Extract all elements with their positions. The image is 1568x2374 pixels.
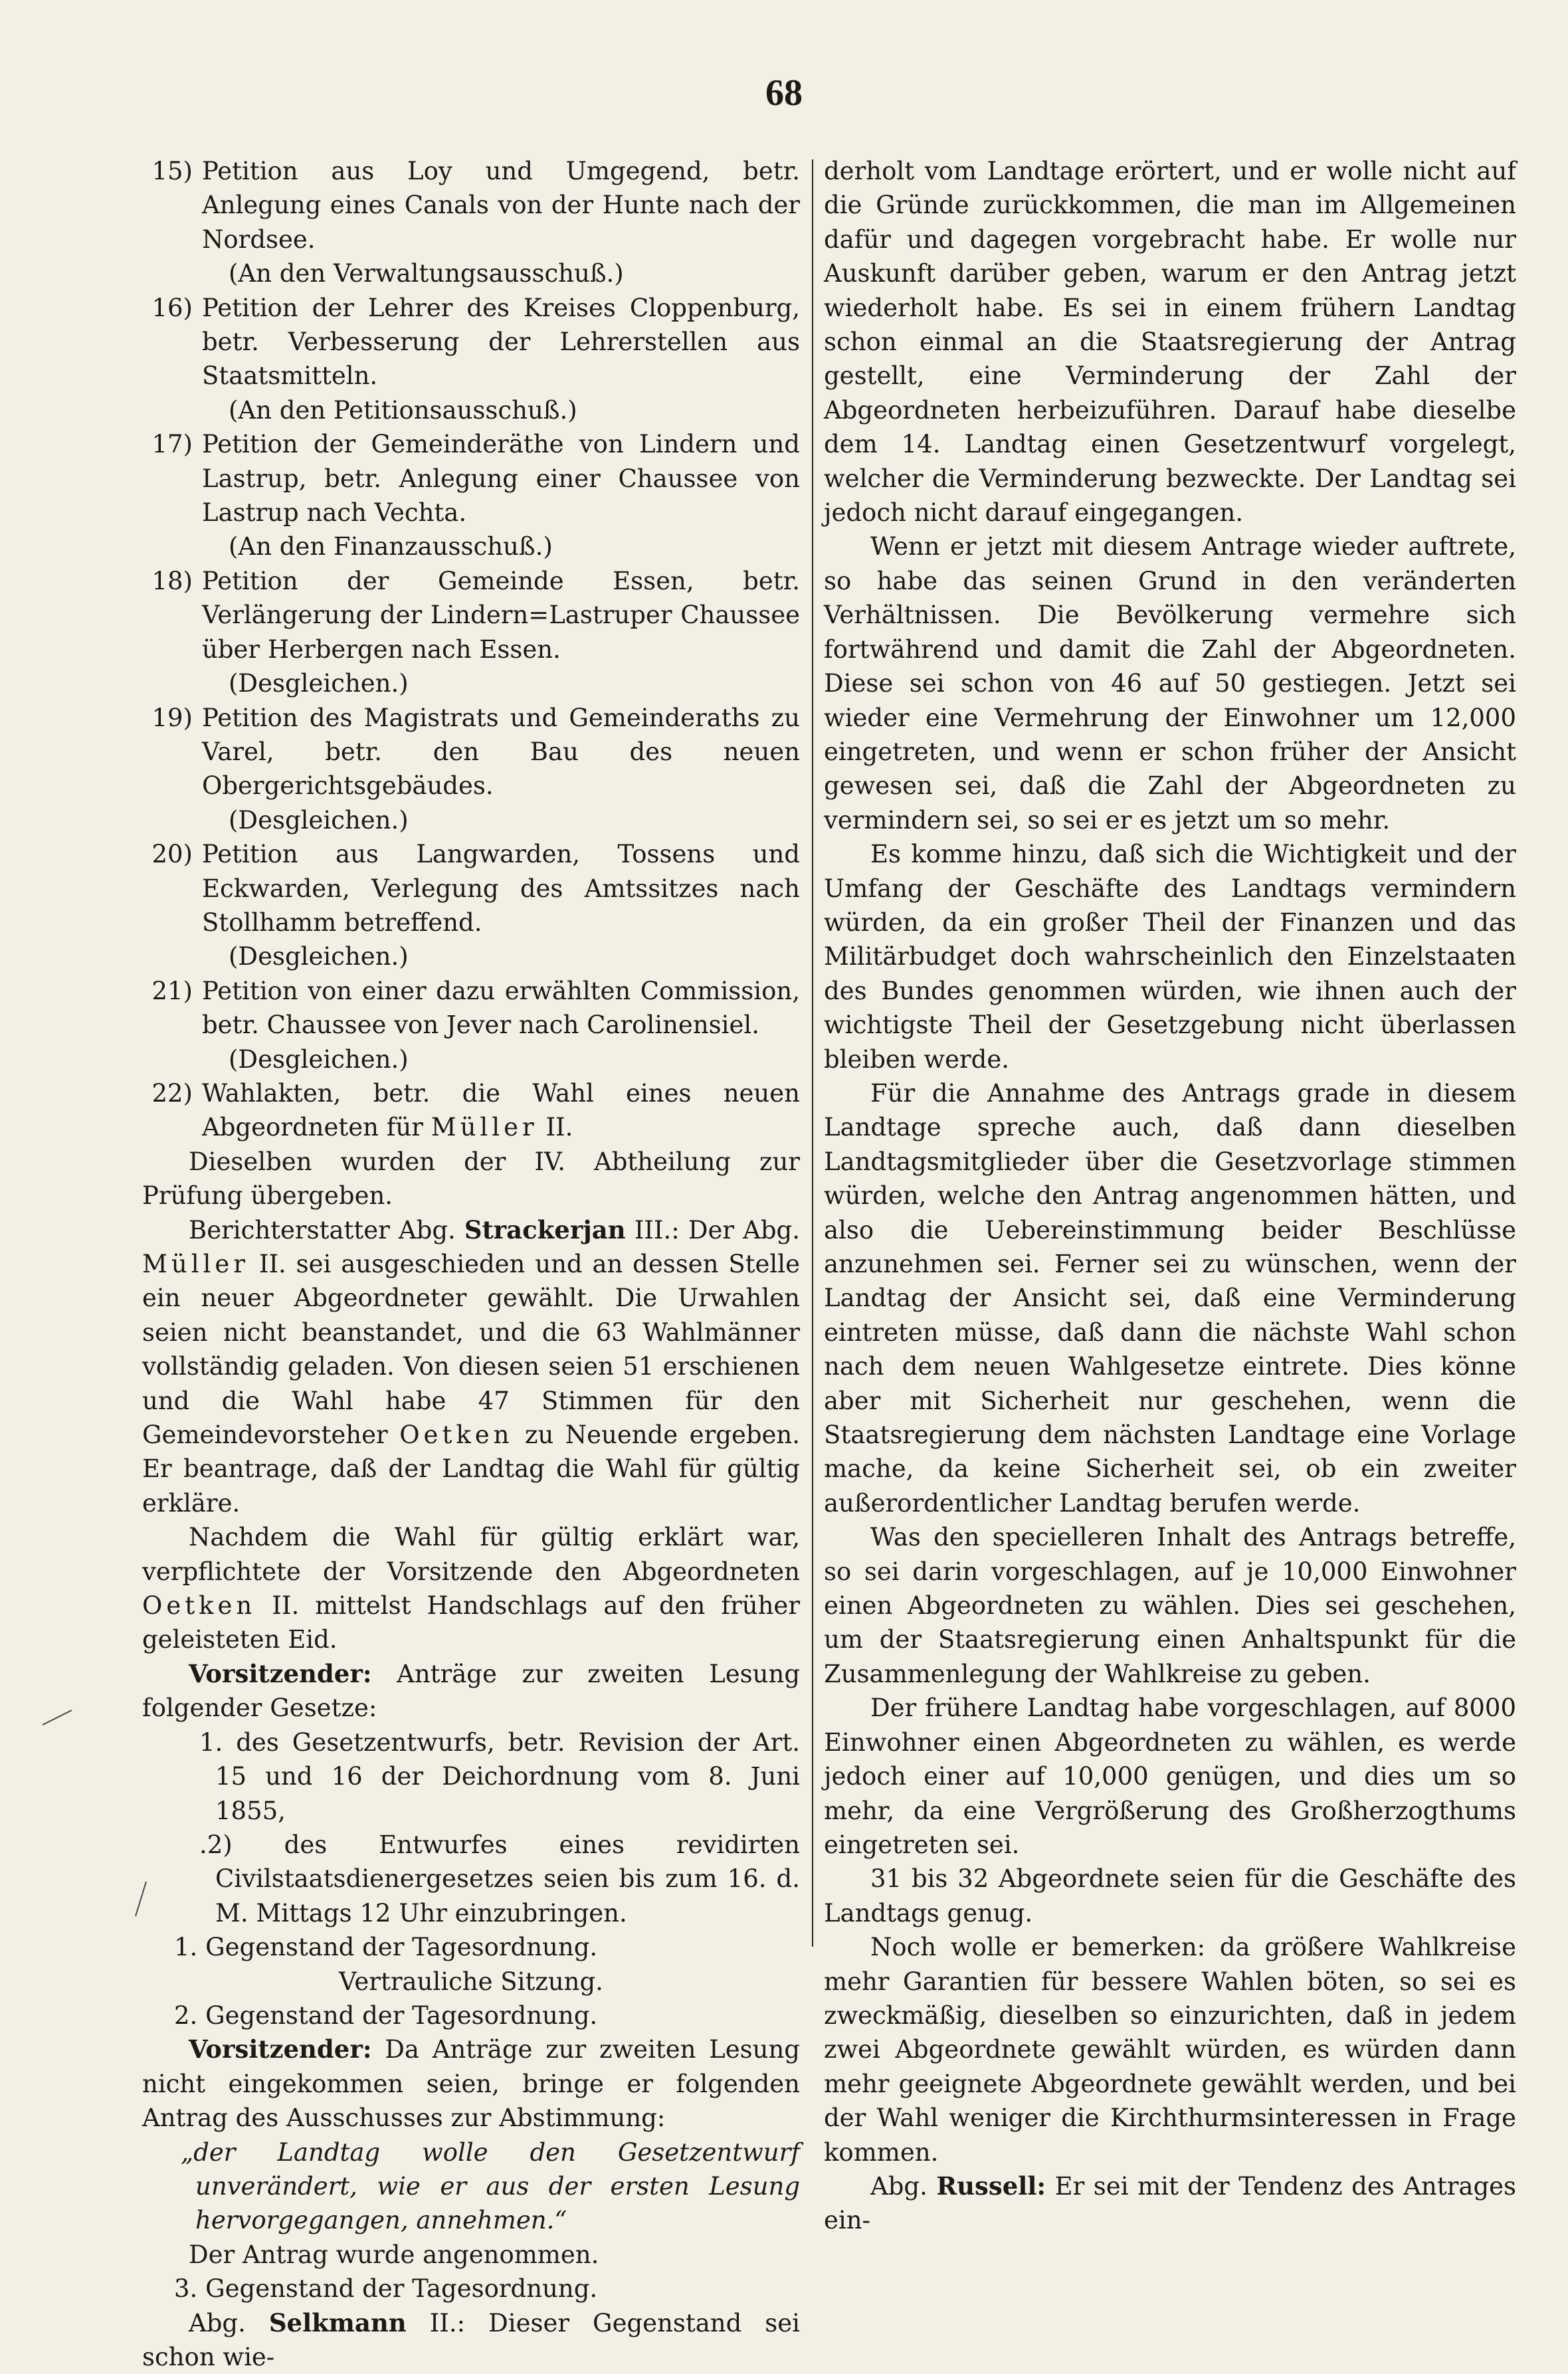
item-referral: (Desgleichen.) [229, 805, 409, 835]
item-text: Petition des Magistrats und Gemeinderaths zu Varel, betr. den Bau des neuen Obergerichtsgebäudes. [202, 703, 800, 801]
item-number: 17) [151, 430, 193, 459]
person-name: Oetken [142, 1591, 256, 1621]
item-number: 15) [151, 157, 193, 185]
petition-item [142, 974, 800, 1042]
item-text-part: Wahlakten, betr. die Wahl eines neuen Abgeordneten für [202, 1078, 800, 1142]
right-column [824, 154, 1517, 2235]
petition-item [142, 837, 800, 940]
paragraph: 31 bis 32 Abgeordnete seien für die Geschäfte des Landtags genug. [824, 1864, 1516, 1928]
item-text: Petition der Gemeinderäthe von Lindern und Lastrup, betr. Anlegung einer Chaussee von Lastrup nach Vechta. [202, 430, 800, 528]
agenda-heading: 2. Gegenstand der Tagesordnung. [174, 2001, 598, 2030]
text-part: II.: Dieser Gegenstand sei schon wie- [142, 2308, 800, 2371]
item-text [202, 1076, 800, 1145]
paragraph: Es komme hinzu, daß sich die Wichtigkeit und der Umfang der Geschäfte des Landtags vermindern würden, da ein großer Theil der Finanzen und das Militärbudget doch wahrscheinlich den Einzelstaaten des Bundes genommen würden, wie ihnen auch der wichtigste Theil der Gesetzgebung nicht überlassen bleiben werde. [824, 840, 1516, 1074]
person-name: Müller [142, 1250, 249, 1278]
item-referral: (Desgleichen.) [229, 669, 409, 698]
paragraph [142, 2032, 800, 2135]
text-part: Nachdem die Wahl für gültig erklärt war, verpflichtete der Vorsitzende den Abgeordneten [142, 1523, 800, 1586]
paragraph [142, 2306, 800, 2374]
paragraph: Der Antrag wurde angenommen. [189, 2240, 599, 2269]
speaker-name: Vorsitzender: [189, 2034, 372, 2064]
paragraph: derholt vom Landtage erörtert, und er wolle nicht auf die Gründe zurückkommen, die man im Allgemeinen dafür und dagegen vorgebracht habe. Er wolle nur Auskunft darüber geben, warum er den Antrag jetzt wiederholt habe. Es sei in einem frühern Landtag schon einmal an die Staatsregierung der Antrag gestellt, eine Verminderung der Zahl der Abgeordneten herbeizuführen. Darauf habe dieselbe dem 14. Landtag einen Gesetzentwurf vorgelegt, welcher die Verminderung bezweckte. Der Landtag sei jedoch nicht darauf eingegangen. [824, 157, 1516, 528]
paragraph [824, 2169, 1516, 2238]
pencil-mark-icon [41, 1708, 74, 1728]
speaker-name: Strackerjan [464, 1215, 626, 1244]
paragraph [142, 1213, 800, 1521]
petition-item [142, 564, 800, 666]
petition-item [142, 701, 800, 803]
text-part: Abg. [870, 2171, 928, 2201]
text-part: Da Anträge zur zweiten Lesung nicht eingekommen seien, bringe er folgenden Antrag des Ausschusses zur Abstimmung: [142, 2035, 800, 2133]
petition-item [142, 154, 800, 256]
person-name: Oetken [399, 1421, 514, 1450]
speaker-name: Russell: [936, 2171, 1046, 2201]
item-referral: (Desgleichen.) [229, 942, 409, 971]
item-text: Petition der Lehrer des Kreises Cloppenburg, betr. Verbesserung der Lehrerstellen aus Staatsmitteln. [202, 293, 800, 391]
item-text: Petition von einer dazu erwählten Commission, betr. Chaussee von Jever nach Carolinensiel. [202, 976, 800, 1040]
paragraph: Für die Annahme des Antrags grade in diesem Landtage spreche auch, daß dann dieselben Landtagsmitglieder über die Gesetzvorlage stimmen würden, welche den Antrag angenommen hätten, und also die Uebereinstimmung beider Beschlüsse anzunehmen sei. Ferner sei zu wünschen, wenn der Landtag der Ansicht sei, daß eine Verminderung eintreten müsse, daß dann die nächste Wahl schon nach dem neuen Wahlgesetze eintrete. Dies könne aber mit Sicherheit nur geschehen, wenn die Staatsregierung dem nächsten Landtage eine Vorlage mache, da keine Sicherheit sei, ob ein zweiter außerordentlicher Landtag berufen werde. [824, 1078, 1516, 1518]
petition-item [142, 1076, 800, 1145]
text-part: Berichterstatter Abg. [189, 1215, 456, 1244]
speaker-name: Selkmann [268, 2308, 407, 2337]
item-text-part: II. [545, 1113, 573, 1142]
item-referral: (An den Petitionsausschuß.) [229, 395, 577, 425]
petition-item [142, 291, 800, 393]
paragraph: Dieselben wurden der IV. Abtheilung zur Prüfung übergeben. [142, 1147, 800, 1211]
paragraph [142, 1657, 800, 1726]
item-referral: (Desgleichen.) [229, 1044, 409, 1074]
text-part: Er sei mit der Tendenz des Antrages ein- [824, 2171, 1517, 2235]
person-name: Müller [431, 1113, 538, 1142]
text-part: zu Neuende ergeben. Er beantrage, daß der Landtag die Wahl für gültig erkläre. [142, 1421, 801, 1518]
agenda-heading: 1. Gegenstand der Tagesordnung. [174, 1933, 598, 1962]
page-number: 68 [765, 72, 803, 114]
item-number: 18) [151, 566, 193, 595]
text-part: III.: Der Abg. [634, 1215, 801, 1244]
item-text: Petition der Gemeinde Essen, betr. Verlängerung der Lindern=Lastruper Chaussee über Herbergen nach Essen. [202, 566, 800, 664]
item-number: 22) [151, 1078, 193, 1108]
item-text: Petition aus Langwarden, Tossens und Eckwarden, Verlegung des Amtssitzes nach Stollhamm betreffend. [202, 840, 800, 937]
text-part: Anträge zur zweiten Lesung folgender Gesetze: [142, 1659, 801, 1723]
paragraph: Was den specielleren Inhalt des Antrags betreffe, so sei darin vorgeschlagen, auf je 10,000 Einwohner einen Abgeordneten zu wählen. Dies sei geschehen, um der Staatsregierung einen Anhaltspunkt für die Zusammenlegung der Wahlkreise zu geben. [824, 1523, 1516, 1688]
law-item: 1. des Gesetzentwurfs, betr. Revision der Art. 15 und 16 der Deichordnung vom 8. Juni 1855, [199, 1728, 800, 1825]
law-item: .2) des Entwurfes eines revidirten Civilstaatsdienergesetzes seien bis zum 16. d. M. Mittags 12 Uhr einzubringen. [199, 1830, 800, 1928]
column-divider [812, 159, 813, 1947]
text-part: II. mittelst Handschlags auf den früher geleisteten Eid. [142, 1591, 801, 1654]
item-text: Petition aus Loy und Umgegend, betr. Anlegung eines Canals von der Hunte nach der Nordsee. [202, 157, 800, 254]
session-heading: Vertrauliche Sitzung. [339, 1967, 603, 1996]
motion-quote: „der Landtag wolle den Gesetzentwurf unverändert, wie er aus der ersten Lesung hervorgegangen, annehmen.“ [181, 2137, 800, 2235]
petition-item [142, 427, 800, 530]
paragraph: Noch wolle er bemerken: da größere Wahlkreise mehr Garantien für bessere Wahlen böten, so sei es zweckmäßig, dieselben so einzurichten, daß in jedem zwei Abgeordnete gewählt würden, es würden dann mehr geeignete Abgeordnete gewählt werden, und bei der Wahl weniger die Kirchthurmsinteressen in Frage kommen. [824, 1933, 1516, 2167]
paragraph: Wenn er jetzt mit diesem Antrage wieder auftrete, so habe das seinen Grund in den veränderten Verhältnissen. Die Bevölkerung vermehre sich fortwährend und damit die Zahl der Abgeordneten. Diese sei schon von 46 auf 50 gestiegen. Jetzt sei wieder eine Vermehrung der Einwohner um 12,000 eingetreten, und wenn er schon früher der Ansicht gewesen sei, daß die Zahl der Abgeordneten zu vermindern sei, so sei er es jetzt um so mehr. [824, 532, 1516, 835]
item-referral: (An den Finanzausschuß.) [229, 532, 553, 561]
item-referral: (An den Verwaltungsausschuß.) [229, 259, 624, 288]
speaker-name: Vorsitzender: [189, 1658, 372, 1688]
left-column [142, 154, 801, 2371]
item-number: 21) [151, 976, 193, 1005]
item-number: 19) [151, 703, 193, 732]
text-part: II. sei ausgeschieden und an dessen Stelle ein neuer Abgeordneter gewählt. Die Urwahlen seien nicht beanstandet, und die 63 Wahlmänner vollständig geladen. Von diesen seien 51 erschienen und die Wahl habe 47 Stimmen für den Gemeindevorsteher [142, 1250, 800, 1450]
item-number: 20) [151, 840, 193, 869]
paragraph [142, 1520, 800, 1657]
text-part: Abg. [189, 2308, 246, 2337]
agenda-heading: 3. Gegenstand der Tagesordnung. [174, 2274, 598, 2304]
item-number: 16) [151, 293, 193, 322]
paragraph: Der frühere Landtag habe vorgeschlagen, auf 8000 Einwohner einen Abgeordneten zu wählen, es werde jedoch einer auf 10,000 genügen, und dies um so mehr, da eine Vergrößerung des Großherzogthums eingetreten sei. [824, 1694, 1516, 1859]
